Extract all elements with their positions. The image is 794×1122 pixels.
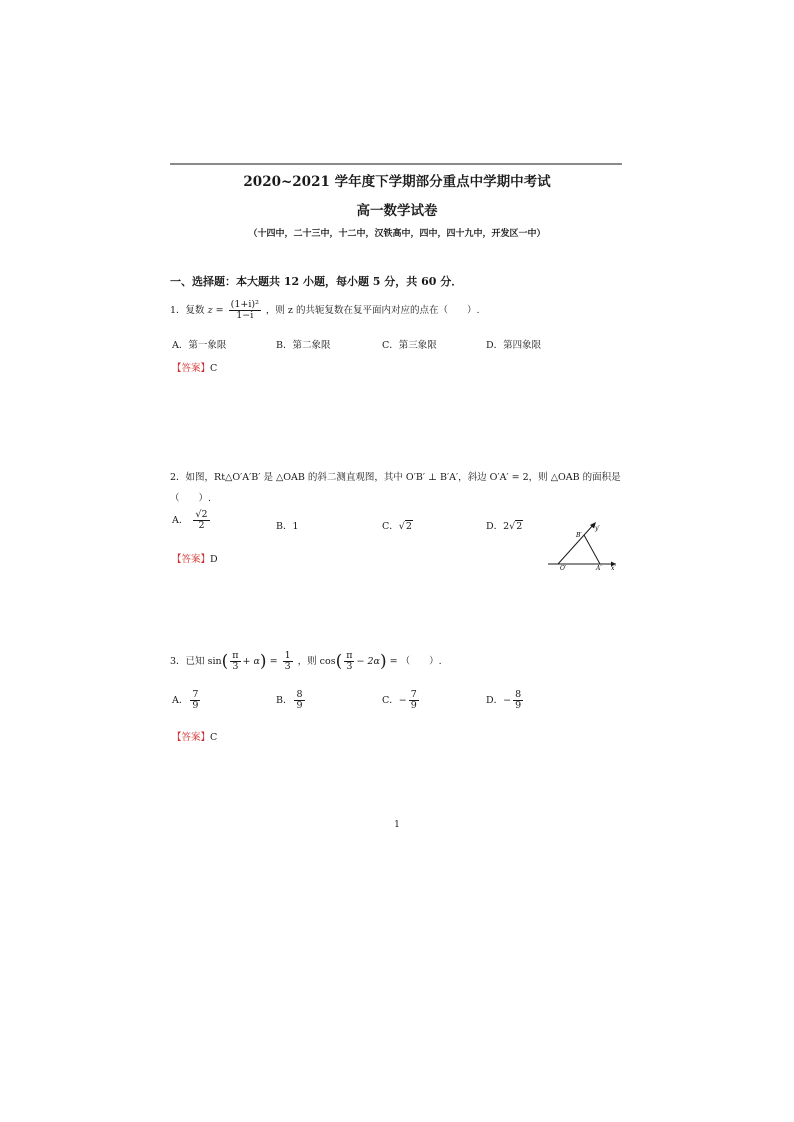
q3-option-a bbox=[172, 690, 202, 711]
question-2-line-1: 2．如图，Rt△O′A′B′ 是 △OAB 的斜二测直观图，其中 O′B′ ⊥ B′A′，斜边 O′A′ = 2，则 △OAB 的面积是 bbox=[170, 472, 621, 483]
q1-suffix: ，则 z 的共轭复数在复平面内对应的点在（ ）. bbox=[265, 304, 480, 316]
q3-option-c bbox=[382, 690, 421, 711]
q3-answer bbox=[172, 729, 217, 743]
school-list: （十四中，二十三中，十二中，汉铁高中，四中，四十九中，开发区一中） bbox=[248, 229, 546, 239]
q1-option-d: D．第四象限 bbox=[486, 340, 542, 351]
q3-option-b-fraction bbox=[294, 690, 304, 711]
q3-option-b-denominator: 9 bbox=[296, 699, 303, 711]
q2-option-c-label: C． bbox=[382, 521, 399, 532]
question-1 bbox=[170, 300, 479, 321]
q1-answer-value: C bbox=[210, 363, 218, 374]
q2-answer-value: D bbox=[210, 554, 218, 565]
label-a: A′ bbox=[596, 565, 602, 572]
q3-option-c-fraction bbox=[409, 690, 419, 711]
q1-z-eq: z = bbox=[207, 304, 224, 316]
q3-minus-2alpha: − 2α bbox=[356, 655, 380, 667]
header-rule bbox=[170, 163, 622, 165]
q1-numerator: (1+i)² bbox=[230, 299, 259, 310]
q1-prefix: 1．复数 bbox=[170, 304, 205, 316]
q3-option-a-fraction bbox=[190, 690, 200, 711]
segment-b-a bbox=[584, 535, 600, 564]
q3-mid: ，则 cos bbox=[297, 655, 336, 667]
q3-option-d-fraction bbox=[513, 690, 523, 711]
q1-fraction bbox=[229, 300, 261, 321]
q2-option-d-label: D．2 bbox=[486, 521, 510, 532]
q3-option-b bbox=[276, 690, 307, 711]
q3-equals: = bbox=[269, 655, 278, 667]
q2-option-a-denominator: 2 bbox=[198, 519, 205, 531]
q2-option-c bbox=[382, 518, 413, 532]
q2-option-d-radicand: 2 bbox=[516, 521, 523, 532]
q3-option-c-denominator: 9 bbox=[410, 699, 417, 711]
q3-option-a-denominator: 9 bbox=[192, 699, 199, 711]
oblique-projection-figure bbox=[540, 516, 620, 572]
page-number: 1 bbox=[394, 820, 400, 830]
q1-option-b: B．第二象限 bbox=[276, 340, 331, 351]
q3-one-third bbox=[283, 651, 293, 672]
q3-prefix: 3．已知 sin bbox=[170, 655, 222, 667]
q1-answer bbox=[172, 360, 217, 374]
three-denominator: 3 bbox=[284, 660, 291, 672]
q3-tail: = （ ）. bbox=[389, 655, 442, 667]
q3-pi-over-3-b bbox=[344, 651, 354, 672]
q2-option-a-label: A． bbox=[172, 514, 189, 526]
pi-numerator: π bbox=[232, 650, 239, 661]
q2-option-a-fraction bbox=[193, 510, 209, 531]
sqrt-symbol: √2 bbox=[509, 521, 523, 532]
one-numerator: 1 bbox=[284, 650, 291, 661]
label-o: O′ bbox=[560, 565, 567, 572]
q3-option-c-numerator: 7 bbox=[410, 689, 417, 700]
question-3: 3．已知 sin( $\frac{\pi}{3}$ + α) = $\frac{1}{3}$ ，则 cos( $\frac{\pi}{3}$ − 2α) = （ ）. bbox=[170, 650, 442, 672]
q3-option-b-label: B． bbox=[276, 694, 293, 706]
q3-option-d-label: D．− bbox=[486, 694, 512, 706]
q1-option-a: A．第一象限 bbox=[172, 340, 227, 351]
q3-option-a-label: A． bbox=[172, 694, 189, 706]
q3-pi-over-3-a bbox=[230, 651, 240, 672]
q2-answer-tag: 【答案】 bbox=[172, 554, 211, 565]
q3-option-d bbox=[486, 690, 525, 711]
q1-denominator: 1−i bbox=[236, 309, 254, 321]
q2-option-b: B．1 bbox=[276, 521, 299, 532]
pi-numerator: π bbox=[346, 650, 353, 661]
three-denominator: 3 bbox=[346, 660, 353, 672]
label-y: y′ bbox=[595, 525, 600, 532]
q3-answer-value: C bbox=[210, 732, 218, 743]
q3-option-c-label: C．− bbox=[382, 694, 407, 706]
q3-answer-tag: 【答案】 bbox=[172, 732, 211, 743]
q3-option-d-numerator: 8 bbox=[515, 689, 522, 700]
exam-title: 2020~2021 学年度下学期部分重点中学期中考试 bbox=[243, 174, 551, 190]
q2-option-d bbox=[486, 518, 523, 532]
label-b: B′ bbox=[576, 532, 582, 539]
q2-option-a-numerator: √2 bbox=[195, 509, 208, 520]
question-2-line-2: （ ）. bbox=[170, 493, 212, 504]
exam-subtitle: 高一数学试卷 bbox=[356, 203, 438, 219]
q3-option-b-numerator: 8 bbox=[296, 689, 303, 700]
q3-option-d-denominator: 9 bbox=[515, 699, 522, 711]
q3-plus-alpha: + α bbox=[242, 655, 260, 667]
three-denominator: 3 bbox=[232, 660, 239, 672]
sqrt-symbol: √2 bbox=[398, 521, 412, 532]
section-heading: 一、选择题：本大题共 12 小题，每小题 5 分，共 60 分． bbox=[170, 275, 463, 288]
q2-option-a bbox=[172, 510, 212, 531]
q1-option-c: C．第三象限 bbox=[382, 340, 437, 351]
q2-option-c-radicand: 2 bbox=[405, 521, 412, 532]
q1-answer-tag: 【答案】 bbox=[172, 363, 211, 374]
label-x: x′ bbox=[611, 565, 616, 572]
q2-answer bbox=[172, 551, 218, 565]
q3-option-a-numerator: 7 bbox=[192, 689, 199, 700]
